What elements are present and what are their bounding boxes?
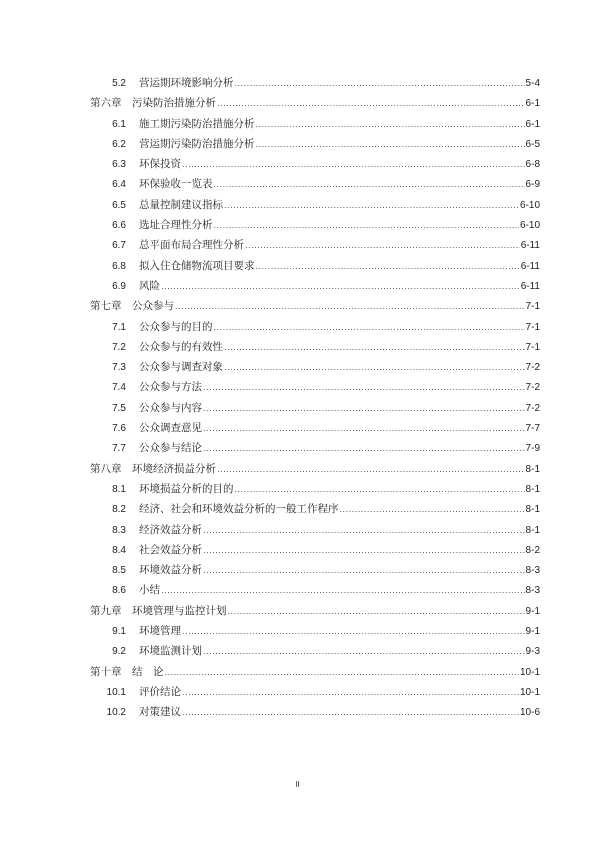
toc-leader-dots	[214, 318, 525, 338]
toc-section-entry[interactable]	[90, 73, 540, 93]
toc-leader-dots	[235, 74, 525, 94]
toc-entry-number: 7.4	[112, 382, 126, 394]
toc-section-entry[interactable]	[90, 641, 540, 661]
toc-leader-dots	[340, 500, 525, 520]
toc-section-entry[interactable]	[90, 317, 540, 337]
toc-entry-title: 公众参与内容	[139, 401, 202, 414]
toc-entry-page: 7-9	[525, 443, 540, 455]
toc-leader-dots	[203, 541, 525, 561]
toc-entry-title: 选址合理性分析	[139, 219, 213, 232]
toc-chapter-entry[interactable]	[90, 296, 540, 316]
toc-entry-number: 8.2	[112, 504, 126, 516]
toc-chapter-entry[interactable]	[90, 601, 540, 621]
toc-entry-number: 7.6	[112, 423, 126, 435]
toc-section-entry[interactable]	[90, 520, 540, 540]
toc-section-entry[interactable]	[90, 357, 540, 377]
toc-section-entry[interactable]	[90, 215, 540, 235]
toc-section-entry[interactable]	[90, 154, 540, 174]
toc-entry-title: 总量控制建议指标	[139, 198, 223, 211]
toc-entry-number: 7.3	[112, 362, 126, 374]
toc-leader-dots	[214, 175, 525, 195]
toc-leader-dots	[161, 581, 525, 601]
toc-entry-page: 6-11	[520, 240, 540, 252]
toc-entry-number: 7.5	[112, 402, 126, 414]
toc-chapter-entry[interactable]	[90, 93, 540, 113]
toc-entry-number: 6.4	[112, 179, 126, 191]
toc-entry-number: 8.6	[112, 585, 126, 597]
toc-entry-number: 6.5	[112, 199, 126, 211]
toc-entry-number: 7.7	[112, 443, 126, 455]
toc-entry-page: 10-1	[519, 666, 540, 678]
toc-entry-page: 7-1	[525, 301, 540, 313]
toc-section-entry[interactable]	[90, 114, 540, 134]
toc-leader-dots	[161, 277, 520, 297]
toc-entry-title: 公众参与方法	[139, 381, 202, 394]
toc-entry-title: 公众调查意见	[139, 422, 202, 435]
toc-entry-title: 环保验收一览表	[139, 178, 213, 191]
toc-entry-title: 对策建议	[139, 706, 181, 719]
toc-leader-dots	[182, 703, 519, 723]
toc-section-entry[interactable]	[90, 540, 540, 560]
toc-section-entry[interactable]	[90, 276, 540, 296]
toc-entry-number: 6.6	[112, 220, 126, 232]
toc-entry-title: 环境损益分析的目的	[139, 482, 234, 495]
toc-entry-number: 6.7	[112, 240, 126, 252]
toc-section-entry[interactable]	[90, 560, 540, 580]
toc-section-entry[interactable]	[90, 418, 540, 438]
toc-leader-dots	[256, 115, 525, 135]
toc-section-entry[interactable]	[90, 235, 540, 255]
toc-entry-title: 小结	[139, 584, 160, 597]
toc-entry-number: 5.2	[112, 78, 126, 89]
toc-leader-dots	[217, 94, 525, 114]
toc-section-entry[interactable]	[90, 438, 540, 458]
toc-entry-title: 第六章 污染防治措施分析	[90, 97, 216, 110]
toc-entry-page: 5-4	[525, 78, 540, 89]
toc-entry-number: 6.9	[112, 280, 126, 292]
toc-entry-title: 风险	[139, 279, 160, 292]
toc-section-entry[interactable]	[90, 499, 540, 519]
toc-entry-title: 第九章 环境管理与监控计划	[90, 604, 227, 617]
toc-section-entry[interactable]	[90, 398, 540, 418]
toc-leader-dots	[256, 257, 520, 277]
toc-entry-number: 6.2	[112, 138, 126, 150]
toc-entry-number: 10.1	[106, 686, 126, 698]
toc-section-entry[interactable]	[90, 195, 540, 215]
toc-entry-page: 6-11	[520, 280, 540, 292]
toc-entry-page: 7-1	[525, 321, 540, 333]
toc-entry-number: 9.2	[112, 646, 126, 658]
toc-leader-dots	[182, 683, 519, 703]
toc-entry-page: 6-9	[525, 179, 540, 191]
toc-leader-dots	[228, 602, 525, 622]
toc-entry-title: 环境监测计划	[139, 645, 202, 658]
toc-leader-dots	[203, 521, 525, 541]
toc-leader-dots	[203, 378, 525, 398]
toc-leader-dots	[182, 155, 525, 175]
toc-entry-page: 6-5	[525, 138, 540, 150]
toc-entry-page: 8-2	[525, 544, 540, 556]
toc-leader-dots	[203, 642, 525, 662]
toc-entry-page: 6-8	[525, 159, 540, 171]
toc-entry-page: 9-1	[525, 626, 540, 638]
toc-entry-page: 8-1	[525, 504, 540, 516]
toc-entry-title: 经济效益分析	[139, 523, 202, 536]
toc-entry-title: 施工期污染防治措施分析	[139, 117, 255, 130]
toc-section-entry[interactable]	[90, 702, 540, 722]
toc-entry-page: 9-3	[525, 646, 540, 658]
toc-section-entry[interactable]	[90, 479, 540, 499]
toc-entry-page: 7-2	[525, 402, 540, 414]
toc-leader-dots	[217, 460, 525, 480]
toc-leader-dots	[224, 196, 519, 216]
toc-entry-title: 第十章 结 论	[90, 665, 164, 678]
toc-leader-dots	[203, 419, 525, 439]
toc-section-entry[interactable]	[90, 134, 540, 154]
toc-section-entry[interactable]	[90, 621, 540, 641]
toc-leader-dots	[175, 297, 525, 317]
toc-entry-title: 公众参与调查对象	[139, 361, 223, 374]
toc-entry-page: 7-2	[525, 362, 540, 374]
toc-entry-title: 评价结论	[139, 685, 181, 698]
toc-entry-number: 9.1	[112, 626, 126, 638]
toc-entry-page: 6-1	[525, 98, 540, 110]
toc-entry-number: 8.1	[112, 483, 126, 495]
toc-entry-page: 6-10	[519, 220, 540, 232]
toc-entry-title: 环境效益分析	[139, 564, 202, 577]
toc-entry-number: 7.1	[112, 321, 126, 333]
toc-entry-title: 公众参与结论	[139, 442, 202, 455]
toc-entry-page: 8-3	[525, 585, 540, 597]
toc-section-entry[interactable]	[90, 580, 540, 600]
toc-entry-title: 总平面布局合理性分析	[139, 239, 244, 252]
toc-entry-number: 8.5	[112, 565, 126, 577]
toc-leader-dots	[182, 622, 525, 642]
toc-leader-dots	[245, 236, 520, 256]
toc-entry-number: 6.1	[112, 118, 126, 130]
toc-entry-number: 8.4	[112, 544, 126, 556]
toc-leader-dots	[256, 135, 525, 155]
toc-entry-number: 6.3	[112, 159, 126, 171]
toc-entry-page: 6-11	[520, 260, 540, 272]
toc-section-entry[interactable]	[90, 256, 540, 276]
toc-chapter-entry[interactable]	[90, 662, 540, 682]
toc-entry-title: 社会效益分析	[139, 543, 202, 556]
table-of-contents	[90, 73, 540, 723]
toc-section-entry[interactable]	[90, 377, 540, 397]
toc-entry-page: 10-1	[519, 686, 540, 698]
toc-section-entry[interactable]	[90, 337, 540, 357]
toc-entry-page: 7-2	[525, 382, 540, 394]
toc-entry-page: 9-1	[525, 605, 540, 617]
toc-leader-dots	[214, 216, 519, 236]
toc-entry-page: 8-1	[525, 524, 540, 536]
toc-section-entry[interactable]	[90, 174, 540, 194]
toc-entry-title: 第八章 环境经济损益分析	[90, 462, 216, 475]
toc-leader-dots	[203, 561, 525, 581]
toc-entry-page: 8-1	[525, 483, 540, 495]
toc-entry-title: 营运期污染防治措施分析	[139, 137, 255, 150]
toc-entry-number: 6.8	[112, 260, 126, 272]
toc-entry-title: 环境管理	[139, 625, 181, 638]
toc-entry-page: 7-7	[525, 423, 540, 435]
toc-entry-number: 8.3	[112, 524, 126, 536]
toc-entry-title: 公众参与的目的	[139, 320, 213, 333]
toc-entry-page: 8-1	[525, 463, 540, 475]
toc-entry-page: 10-6	[519, 707, 540, 719]
toc-entry-page: 6-10	[519, 199, 540, 211]
toc-leader-dots	[203, 439, 525, 459]
page-number: II	[295, 780, 300, 789]
toc-entry-title: 拟入住仓储物流项目要求	[139, 259, 255, 272]
toc-entry-title: 公众参与的有效性	[139, 340, 223, 353]
toc-entry-page: 6-1	[525, 118, 540, 130]
toc-entry-title: 经济、社会和环境效益分析的一般工作程序	[139, 503, 339, 516]
toc-entry-title: 环保投资	[139, 158, 181, 171]
toc-leader-dots	[203, 399, 525, 419]
toc-entry-page: 7-1	[525, 341, 540, 353]
toc-entry-title: 第七章 公众参与	[90, 300, 174, 313]
toc-entry-number: 7.2	[112, 341, 126, 353]
toc-leader-dots	[165, 663, 519, 683]
toc-entry-page: 8-3	[525, 565, 540, 577]
toc-section-entry[interactable]	[90, 682, 540, 702]
toc-entry-number: 10.2	[106, 707, 126, 719]
toc-leader-dots	[224, 358, 525, 378]
toc-leader-dots	[224, 338, 525, 358]
toc-leader-dots	[235, 480, 525, 500]
toc-chapter-entry[interactable]	[90, 459, 540, 479]
toc-entry-title: 营运期环境影响分析	[139, 77, 234, 89]
